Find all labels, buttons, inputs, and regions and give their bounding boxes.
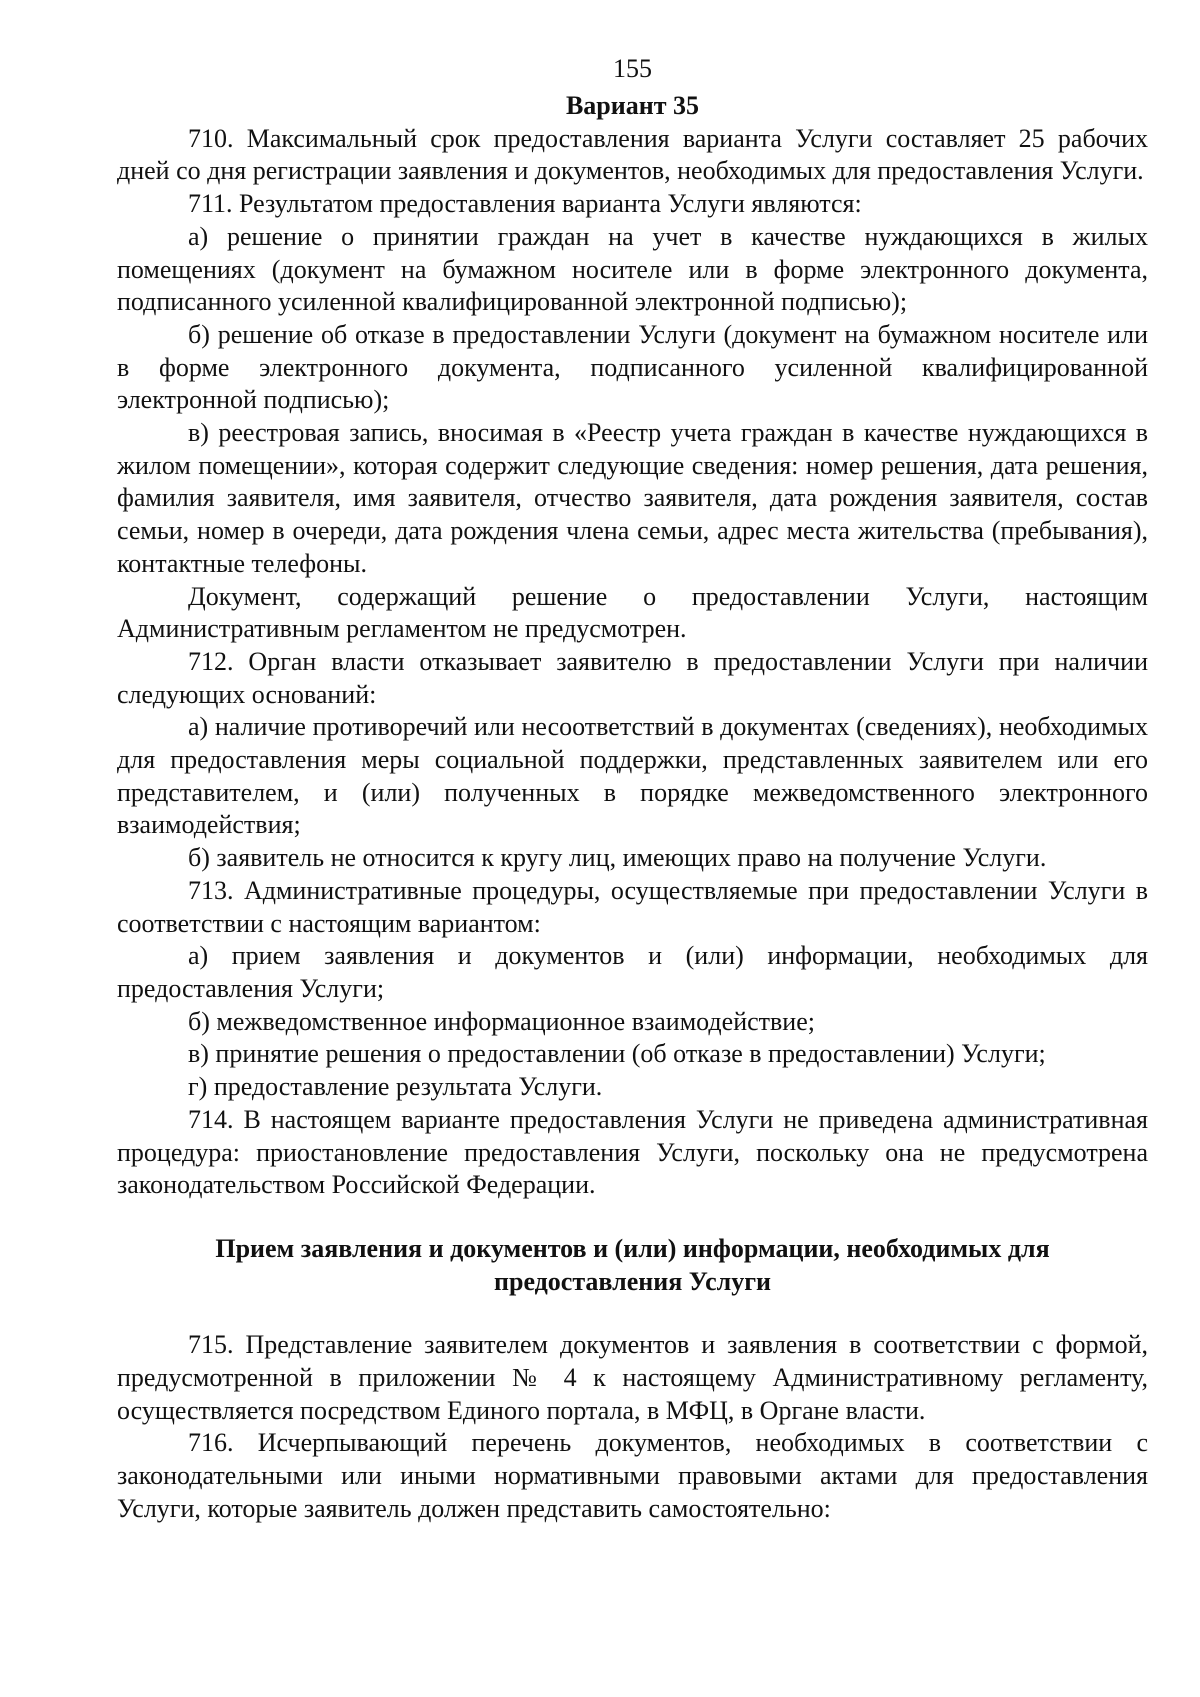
paragraph-712-a: а) наличие противоречий или несоответствий в документах (сведениях), необходимых для предоставления меры социальной поддержки, представленных заявителем или его представителем, и (или) полученных в порядке межведомственного электронного взаимодействия; (117, 712, 1148, 840)
paragraph-711-v: в) реестровая запись, вносимая в «Реестр учета граждан в качестве нуждающихся в жилом помещении», которая содержит следующие сведения: номер решения, дата решения, фамилия заявителя, имя заявителя, отчество заявителя, дата рождения заявителя, состав семьи, номер в очереди, дата рождения члена семьи, адрес места жительства (пребывания), контактные телефоны. (117, 418, 1148, 578)
paragraph-document-note: Документ, содержащий решение о предоставлении Услуги, настоящим Административным регламентом не предусмотрен. (117, 581, 1148, 644)
paragraph-714: 714. В настоящем варианте предоставления Услуги не приведена административная процедура: приостановление предоставления Услуги, поскольку она не предусмотрена законодательством Российской Федерации. (117, 1104, 1148, 1200)
paragraph-713-a: а) прием заявления и документов и (или) информации, необходимых для предоставления Услуги; (117, 941, 1148, 1003)
paragraph-713: 713. Административные процедуры, осуществляемые при предоставлении Услуги в соответствии с настоящим вариантом: (117, 875, 1148, 938)
paragraph-716: 716. Исчерпывающий перечень документов, необходимых в соответствии с законодательными или иными нормативными правовыми актами для предоставления Услуги, которые заявитель должен представить самостоятельно: (117, 1428, 1148, 1523)
paragraph-712: 712. Орган власти отказывает заявителю в предоставлении Услуги при наличии следующих оснований: (117, 646, 1148, 709)
paragraph-713-v: в) принятие решения о предоставлении (об отказе в предоставлении) Услуги; (188, 1039, 1046, 1069)
paragraph-711: 711. Результатом предоставления варианта Услуги являются: (188, 189, 862, 219)
section-heading: Прием заявления и документов и (или) информации, необходимых для предоставления Услуги (215, 1233, 1050, 1296)
variant-title: Вариант 35 (565, 91, 700, 120)
paragraph-713-b: б) межведомственное информационное взаимодействие; (188, 1006, 815, 1036)
paragraph-711-b: б) решение об отказе в предоставлении Услуги (документ на бумажном носителе или в форме электронного документа, подписанного усиленной квалифицированной электронной подписью); (117, 319, 1148, 415)
paragraph-712-b: б) заявитель не относится к кругу лиц, имеющих право на получение Услуги. (188, 843, 1047, 873)
paragraph-710: 710. Максимальный срок предоставления варианта Услуги составляет 25 рабочих дней со дня регистрации заявления и документов, необходимых для предоставления Услуги. (117, 123, 1148, 186)
page-number: 155 (613, 54, 652, 83)
paragraph-713-g: г) предоставление результата Услуги. (188, 1072, 603, 1102)
paragraph-715: 715. Представление заявителем документов и заявления в соответствии с формой, предусмотренной в приложении № 4 к настоящему Административному регламенту, осуществляется посредством Единого портала, в МФЦ, в Органе власти. (117, 1330, 1148, 1425)
paragraphs-before (117, 123, 1148, 1202)
paragraphs-after (117, 1329, 1148, 1525)
paragraph-711-a: а) решение о принятии граждан на учет в качестве нуждающихся в жилых помещениях (документ на бумажном носителе или в форме электронного документа, подписанного усиленной квалифицированной электронной подписью); (117, 221, 1148, 317)
